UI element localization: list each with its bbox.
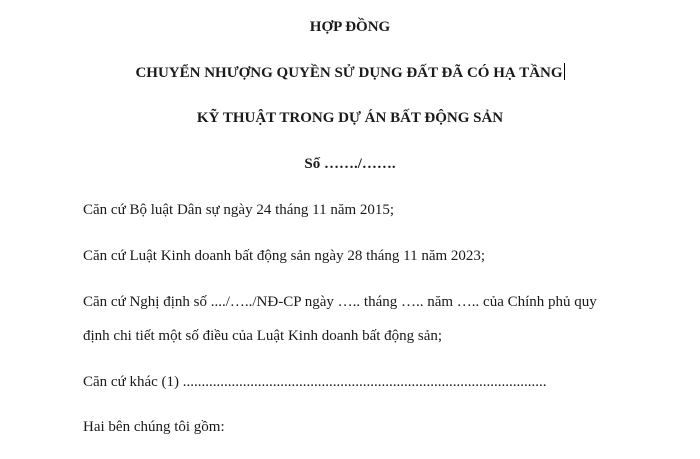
contract-subtitle-line-2 — [0, 109, 700, 127]
legal-basis-civil-code — [83, 201, 643, 219]
contract-subtitle-line-2-text: KỸ THUẬT TRONG DỰ ÁN BẤT ĐỘNG SẢN — [196, 110, 504, 126]
legal-basis-real-estate-law-text: Căn cứ Luật Kinh doanh bất động sản ngày 28 tháng 11 năm 2023; — [83, 248, 486, 264]
legal-basis-decree-line-1 — [83, 293, 643, 311]
legal-basis-real-estate-law — [83, 247, 643, 265]
legal-basis-decree-line-2-text: định chi tiết một số điều của Luật Kinh doanh bất động sản; — [83, 328, 443, 344]
contract-number-text: Số ……./……. — [304, 156, 396, 172]
legal-basis-other-text: Căn cứ khác (1) ................................................................................................. — [83, 374, 547, 390]
legal-basis-decree-line-2 — [83, 327, 643, 345]
contract-title — [0, 18, 700, 36]
contract-title-text: HỢP ĐỒNG — [309, 19, 391, 35]
contract-number-line — [0, 155, 700, 173]
contract-subtitle-line-1-text: CHUYỂN NHƯỢNG QUYỀN SỬ DỤNG ĐẤT ĐÃ CÓ HẠ TẦNG — [135, 65, 563, 81]
parties-intro — [83, 418, 643, 436]
parties-intro-text: Hai bên chúng tôi gồm: — [83, 419, 225, 435]
legal-basis-decree-line-1-text: Căn cứ Nghị định số ..../…../NĐ-CP ngày ….. tháng ….. năm ….. của Chính phủ quy — [83, 294, 597, 310]
contract-subtitle-line-1 — [0, 63, 700, 82]
legal-basis-civil-code-text: Căn cứ Bộ luật Dân sự ngày 24 tháng 11 năm 2015; — [83, 202, 395, 218]
text-cursor — [564, 63, 565, 80]
legal-basis-other — [83, 373, 643, 391]
